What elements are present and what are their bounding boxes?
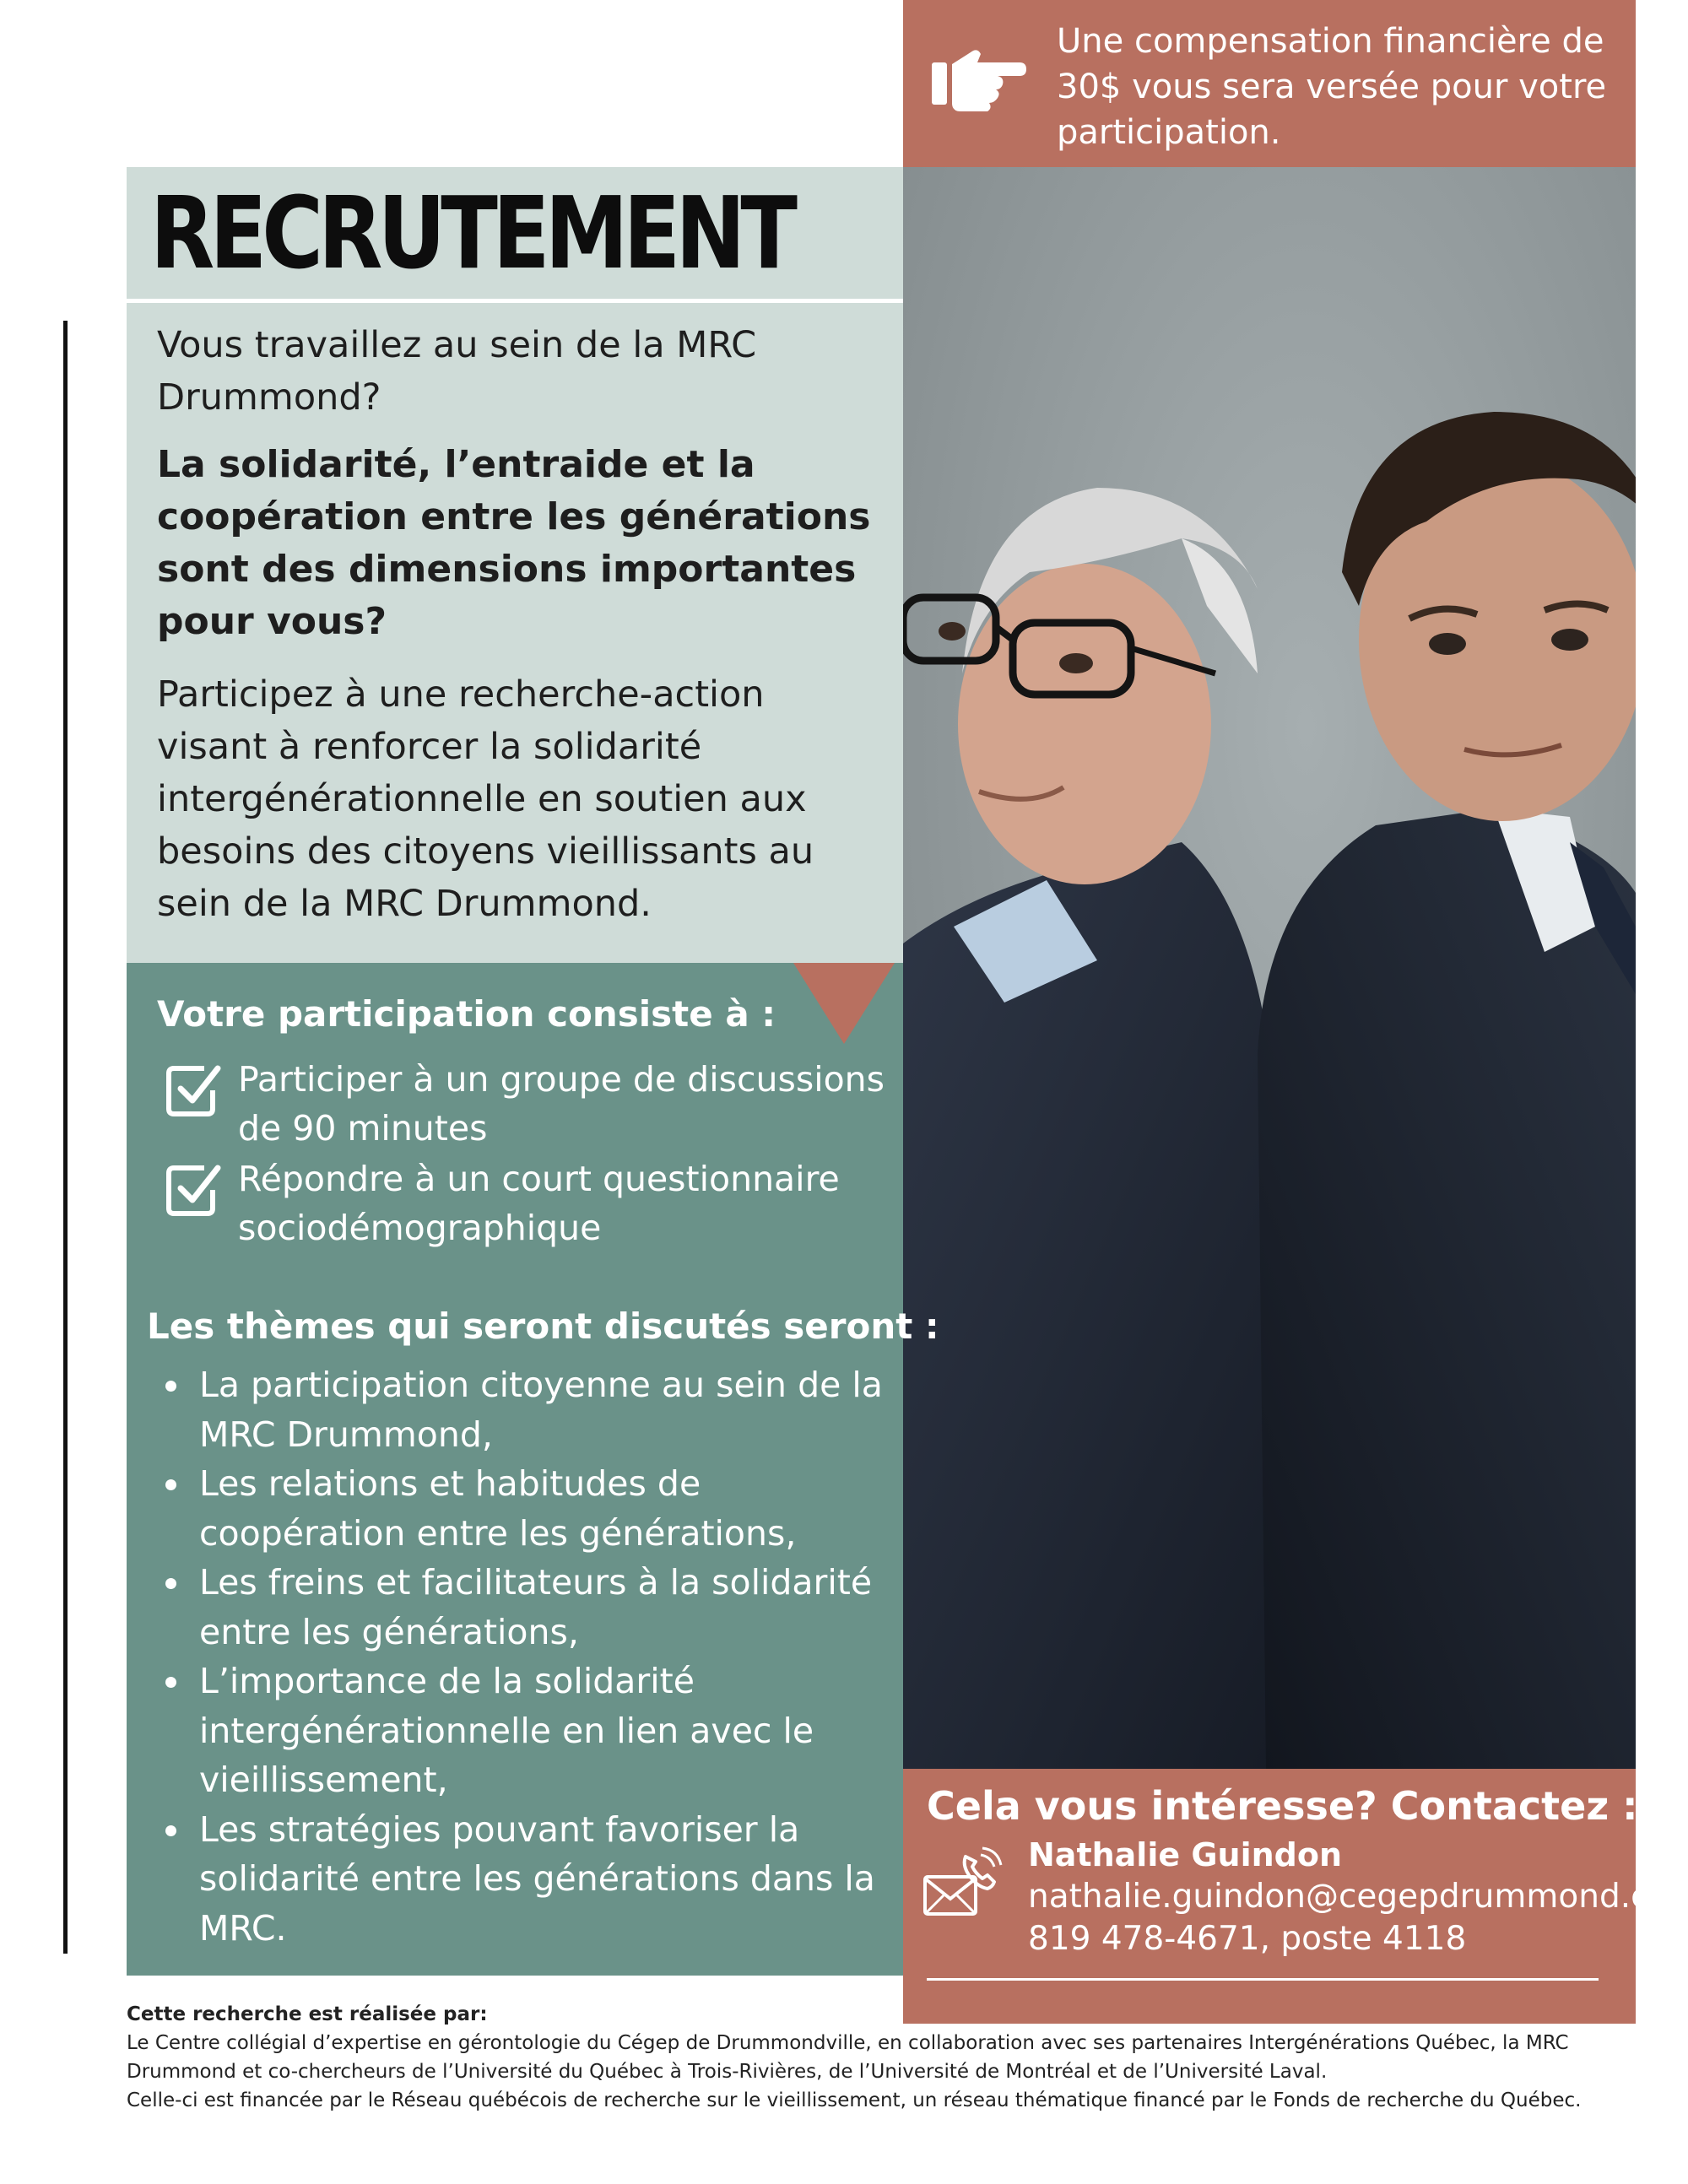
mail-phone-icon <box>922 1846 1003 1919</box>
two-men-illustration <box>903 167 1636 1769</box>
pointing-hand-icon <box>930 34 1030 118</box>
theme-item: • Les freins et facilitateurs à la solidarité entre les générations, <box>192 1558 893 1657</box>
footer <box>127 2000 1637 2115</box>
footer-heading: Cette recherche est réalisée par: <box>127 2003 488 2025</box>
checkbox-check-icon <box>165 1062 221 1117</box>
theme-item: • Les relations et habitudes de coopération entre les générations, <box>192 1459 893 1558</box>
left-vertical-rule <box>63 321 68 1954</box>
contact-email[interactable]: nathalie.guindon@cegepdrummond.ca <box>1028 1878 1669 1916</box>
contact-heading: Cela vous intéresse? Contactez : <box>927 1783 1638 1829</box>
participation-heading: Votre participation consiste à : <box>157 993 776 1035</box>
participation-item-text: Répondre à un court questionnaire sociodémographique <box>238 1159 840 1248</box>
contact-phone[interactable]: 819 478-4671, poste 4118 <box>1028 1920 1467 1958</box>
intro-bold-question: La solidarité, l’entraide et la coopération entre les générations sont des dimensions importantes pour vous? <box>157 443 871 643</box>
participation-item-text: Participer à un groupe de discussions de 90 minutes <box>238 1059 885 1149</box>
contact-divider <box>927 1978 1599 1981</box>
hero-photo <box>903 167 1636 1769</box>
themes-heading: Les thèmes qui seront discutés seront : <box>147 1306 939 1347</box>
participation-item <box>165 1154 891 1256</box>
intro-body: Participez à une recherche-action visant à renforcer la solidarité intergénérationnelle en soutien aux besoins des citoyens vieillissants au sein de la MRC Drummond. <box>157 673 814 925</box>
compensation-text: Une compensation financière de 30$ vous sera versée pour votre participation. <box>1057 22 1607 152</box>
accent-triangle <box>793 963 895 1044</box>
intro-question: Vous travaillez au sein de la MRC Drummond? <box>157 324 757 419</box>
footer-credits: Le Centre collégial d’expertise en gérontologie du Cégep de Drummondville, en collaboration avec ses partenaires Intergénérations Québec, la MRC Drummond et co-chercheurs de l’Université du Québec à Trois-Rivières, de l’Université de Montréal et de l’Université Laval. <box>127 2032 1569 2083</box>
page-title: RECRUTEMENT <box>150 175 793 291</box>
themes-list <box>150 1360 893 1953</box>
footer-funding: Celle-ci est financée par le Réseau québécois de recherche sur le vieillissement, un réseau thématique financé par le Fonds de recherche du Québec. <box>127 2089 1582 2111</box>
theme-item: • L’importance de la solidarité intergénérationnelle en lien avec le vieillissement, <box>192 1657 893 1805</box>
participation-item <box>165 1055 891 1156</box>
checkbox-check-icon <box>165 1161 221 1217</box>
contact-name: Nathalie Guindon <box>1028 1836 1343 1873</box>
theme-item: • Les stratégies pouvant favoriser la solidarité entre les générations dans la MRC. <box>192 1805 893 1954</box>
theme-item: • La participation citoyenne au sein de la MRC Drummond, <box>192 1360 893 1459</box>
